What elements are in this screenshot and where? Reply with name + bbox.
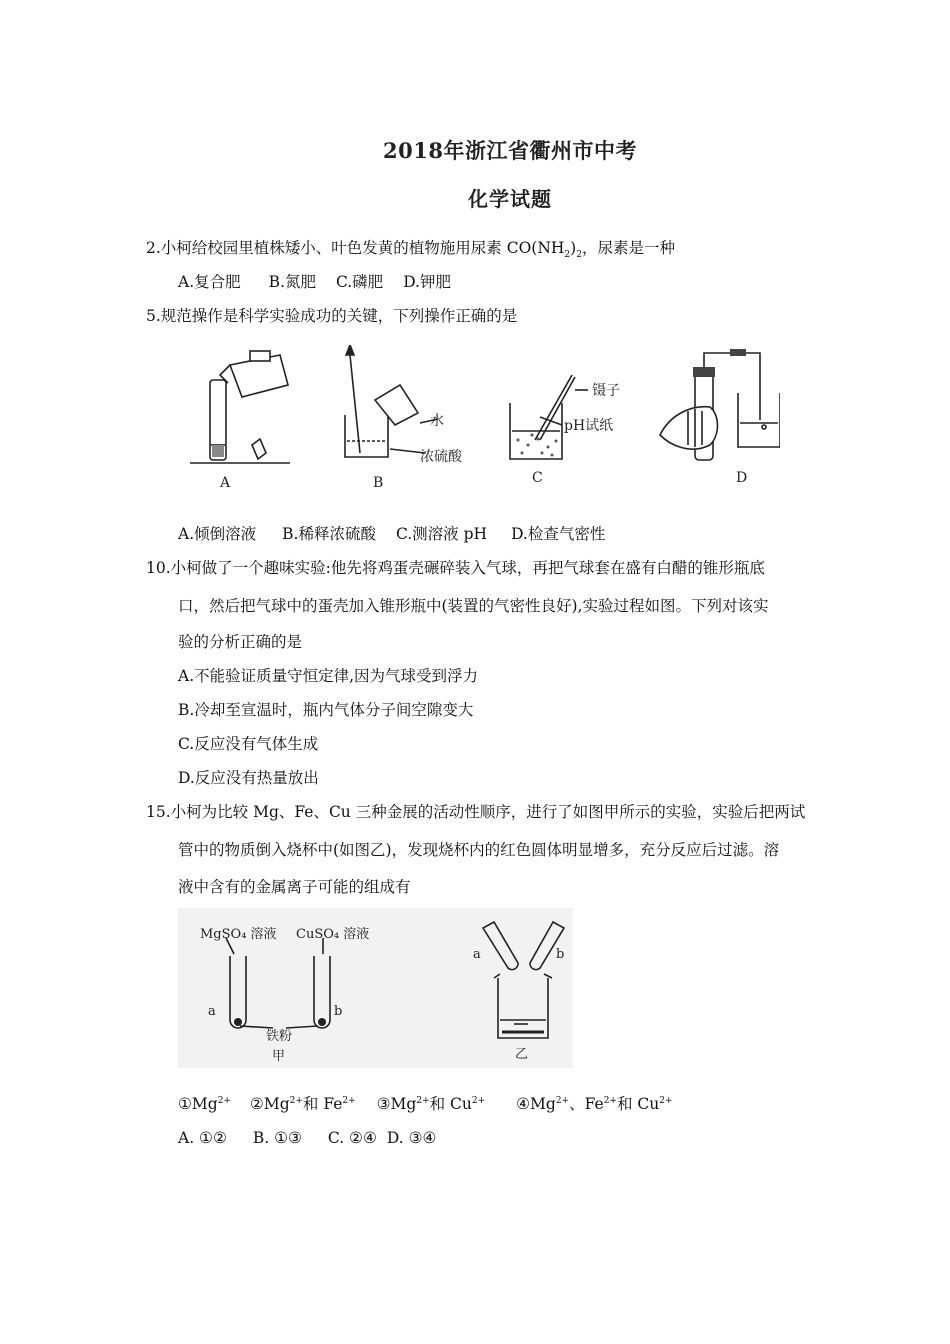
- ion-choice-1: $①Mg^{2+}$: [178, 1095, 231, 1113]
- label-water: 水: [430, 413, 444, 429]
- q15-ion-choices: [178, 1094, 673, 1114]
- page-subtitle: 化学试题: [468, 187, 552, 211]
- ion-choice-2: $②Mg^{2+}$和 $Fe^{2+}$: [249, 1095, 356, 1113]
- q2-option-a: A.复合肥: [178, 273, 241, 291]
- q5-figure: [190, 345, 780, 500]
- q15-option-c: C. ②④: [327, 1129, 377, 1147]
- ion-choice-3: $③Mg^{2+}$和 $Cu^{2+}$: [376, 1095, 486, 1113]
- q10-option-b: B.冷却至宣温时，瓶内气体分子间空隙变大: [178, 701, 474, 719]
- figure-d-airtight-check: [660, 349, 780, 460]
- label-acid: 浓硫酸: [420, 449, 462, 465]
- figure-c-ph-test: [510, 375, 588, 459]
- q2-option-d: D.钾肥: [403, 273, 451, 291]
- q5-option-b: B.稀释浓硫酸: [282, 525, 376, 543]
- ion-choice-4: $④Mg^{2+}$、$Fe^{2+}$和 $Cu^{2+}$: [516, 1095, 673, 1113]
- q2-stem: 2.小柯给校园里植株矮小、叶色发黄的植物施用尿素 $CO(NH_2)_2$，尿素是一种: [146, 239, 675, 261]
- q15-options: [178, 1128, 464, 1148]
- q15-stem-line1: 15.小柯为比较 Mg、Fe、Cu 三种金展的活动性顺序，进行了如图甲所示的实验，实验后把两试: [146, 803, 806, 821]
- label-tube-a: a: [208, 1004, 216, 1019]
- q5-options: [178, 524, 633, 544]
- q2-option-c: C.磷肥: [335, 273, 384, 291]
- q10-stem-line2: 口，然后把气球中的蛋壳加入锥形瓶中(装置的气密性良好),实验过程如图。下列对该实: [178, 597, 769, 615]
- label-yi: 乙: [515, 1047, 529, 1062]
- letter-b: B: [373, 475, 384, 491]
- q5-option-d: D.检查气密性: [511, 525, 606, 543]
- label-tube-b: b: [334, 1004, 343, 1019]
- label-jia: 甲: [272, 1049, 286, 1064]
- q10-stem-line3: 验的分析正确的是: [178, 633, 303, 651]
- q15-figure: [178, 908, 573, 1068]
- q15-option-b: B. ①③: [252, 1129, 302, 1147]
- q5-option-c: C.测溶液 pH: [395, 525, 488, 543]
- label-yi-tube-a: a: [473, 947, 481, 962]
- figure-b-diluting: [345, 345, 438, 457]
- q10-option-c: C.反应没有气体生成: [178, 735, 319, 753]
- label-mgso4: MgSO₄ 溶液: [200, 927, 277, 942]
- label-ph-paper: pH试纸: [564, 418, 614, 434]
- letter-a: A: [220, 475, 231, 491]
- q15-option-d: D. ③④: [386, 1129, 437, 1147]
- label-yi-tube-b: b: [556, 947, 565, 962]
- q15-option-a: A. ①②: [178, 1129, 227, 1147]
- page-title: 2018年浙江省衢州市中考: [383, 138, 637, 163]
- label-iron-powder: 铁粉: [266, 1029, 293, 1044]
- q5-stem: 5.规范操作是科学实验成功的关键，下列操作正确的是: [146, 307, 518, 325]
- q15-stem-line2: 管中的物质倒入烧杯中(如图乙)，发现烧杯内的红色圆体明显增多，充分反应后过滤。溶: [178, 841, 780, 859]
- q10-option-a: A.不能验证质量守恒定律,因为气球受到浮力: [178, 667, 479, 685]
- q2-options: [178, 272, 479, 292]
- figure-a-pouring: [190, 351, 290, 463]
- q15-stem-line3: 液中含有的金属离子可能的组成有: [178, 878, 411, 896]
- q10-option-d: D.反应没有热量放出: [178, 769, 319, 787]
- q10-stem-line1: 10.小柯做了一个趣味实验:他先将鸡蛋壳碾碎装入气球，再把气球套在盛有白醋的锥形瓶底: [146, 559, 765, 577]
- letter-d: D: [736, 470, 748, 486]
- label-tweezers: 镊子: [592, 383, 620, 399]
- q2-option-b: B.氮肥: [268, 273, 316, 291]
- label-cuso4: CuSO₄ 溶液: [296, 927, 370, 942]
- letter-c: C: [532, 470, 543, 486]
- q5-option-a: A.倾倒溶液: [178, 525, 257, 543]
